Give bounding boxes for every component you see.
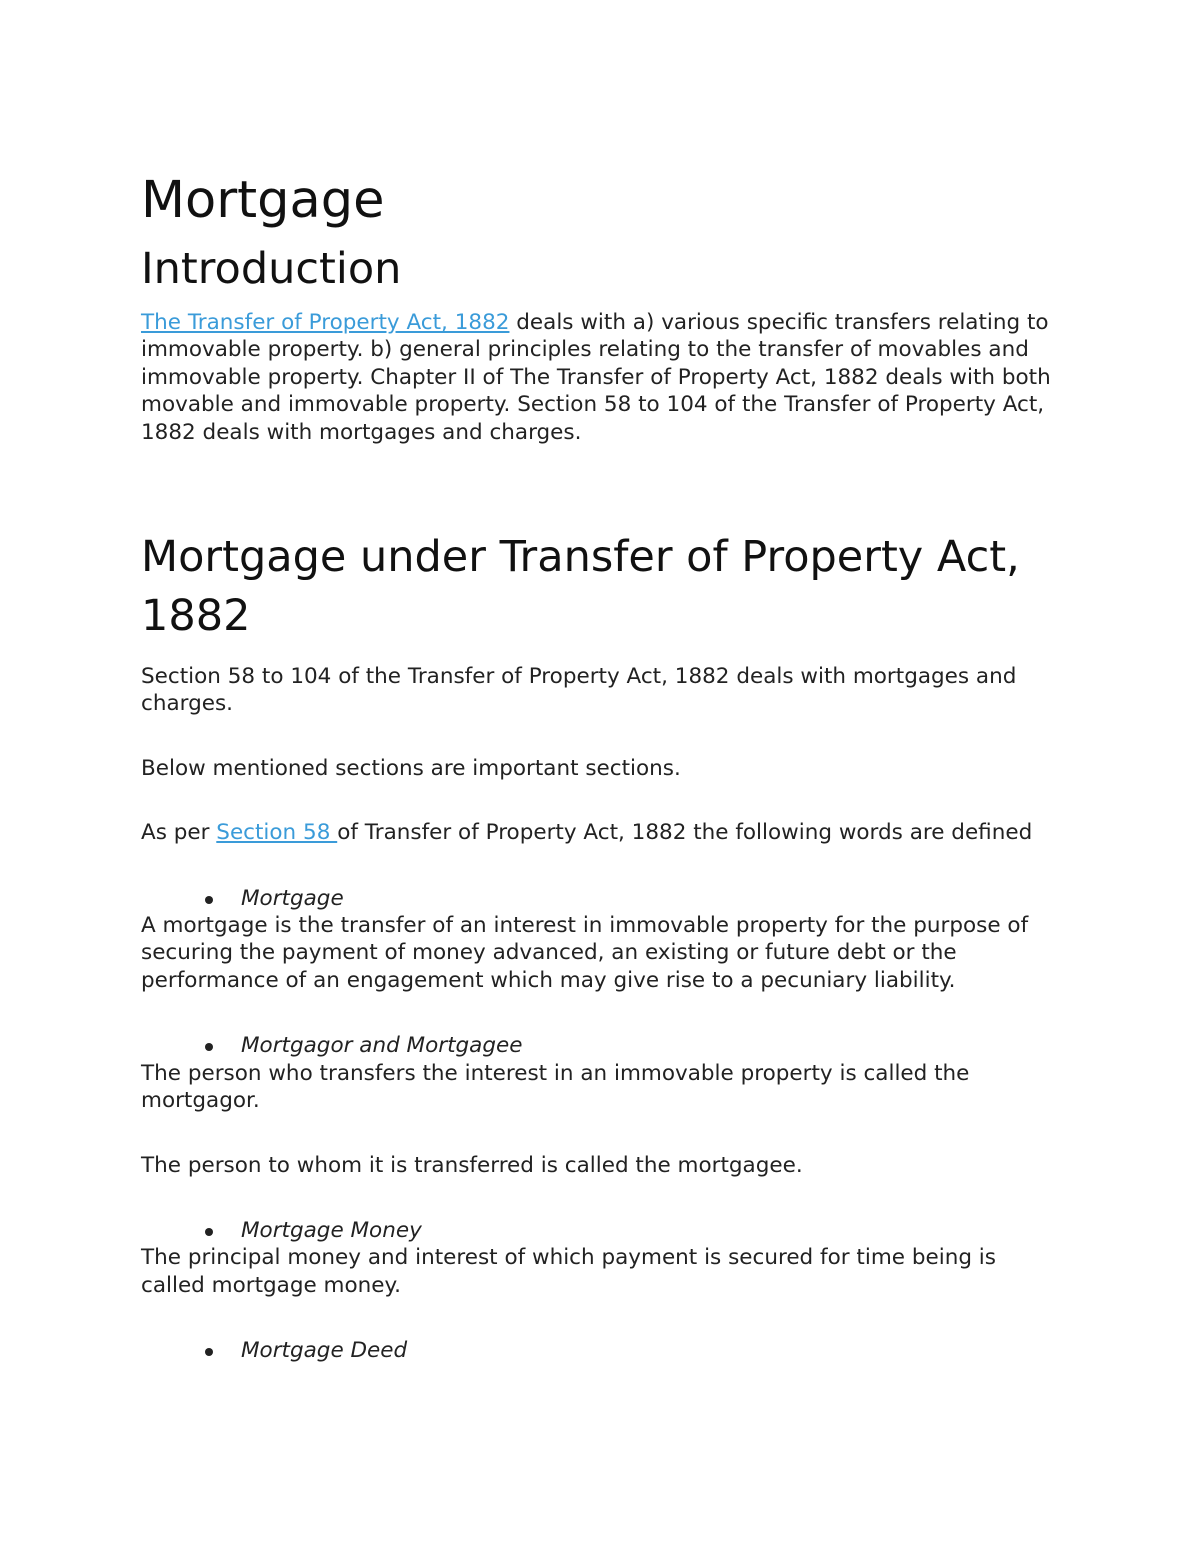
bullet-dot-icon (205, 1043, 213, 1051)
bullet-dot-icon (205, 1348, 213, 1356)
section-58-link[interactable]: Section 58 (216, 820, 338, 846)
definition-text: The person to whom it is transferred is called the mortgagee. (141, 1152, 803, 1178)
term-label: Mortgage Money (241, 1217, 422, 1243)
as-per-prefix: As per (141, 820, 217, 846)
intro-paragraph (141, 309, 1061, 446)
term-label: Mortgage (241, 885, 344, 911)
intro-text: deals with a) various specific transfers relating to immovable property. b) general principles relating to the transfer of movables and immovable property. Chapter II of The Transfer of Property Act, 1882 deals with both movable and immovable property. Section 58 to 104 of the Transfer of Property Act, 1882 deals with mortgages and charges. (141, 310, 1051, 445)
document-title: Mortgage (141, 171, 385, 230)
definition-term-mortgage (141, 885, 1061, 912)
bullet-dot-icon (205, 1228, 213, 1236)
definition-text: The principal money and interest of which payment is secured for time being is called mortgage money. (141, 1245, 996, 1298)
section-paragraph-1: Section 58 to 104 of the Transfer of Property Act, 1882 deals with mortgages and charges. (141, 664, 1017, 717)
section-paragraph-2: Below mentioned sections are important sections. (141, 755, 681, 781)
definition-term-mortgage-deed (141, 1337, 1061, 1364)
definition-text: A mortgage is the transfer of an interest in immovable property for the purpose of securing the payment of money advanced, an existing or future debt or the performance of an engagement which may give rise to a pecuniary liability. (141, 913, 1029, 993)
as-per-paragraph (141, 819, 1061, 846)
intro-heading: Introduction (141, 244, 402, 294)
section-heading: Mortgage under Transfer of Property Act, 1882 (141, 532, 1020, 642)
as-per-suffix: of Transfer of Property Act, 1882 the following words are defined (337, 820, 1033, 846)
term-label: Mortgagor and Mortgagee (241, 1033, 523, 1059)
definition-text: The person who transfers the interest in an immovable property is called the mortgagor. (141, 1060, 970, 1114)
bullet-dot-icon (205, 896, 213, 904)
definition-term-mortgagor-mortgagee (141, 1032, 1061, 1059)
document-page (141, 166, 1061, 1365)
definition-term-mortgage-money (141, 1217, 1061, 1244)
transfer-of-property-act-link[interactable]: The Transfer of Property Act, 1882 (141, 310, 510, 335)
term-label: Mortgage Deed (241, 1338, 408, 1364)
